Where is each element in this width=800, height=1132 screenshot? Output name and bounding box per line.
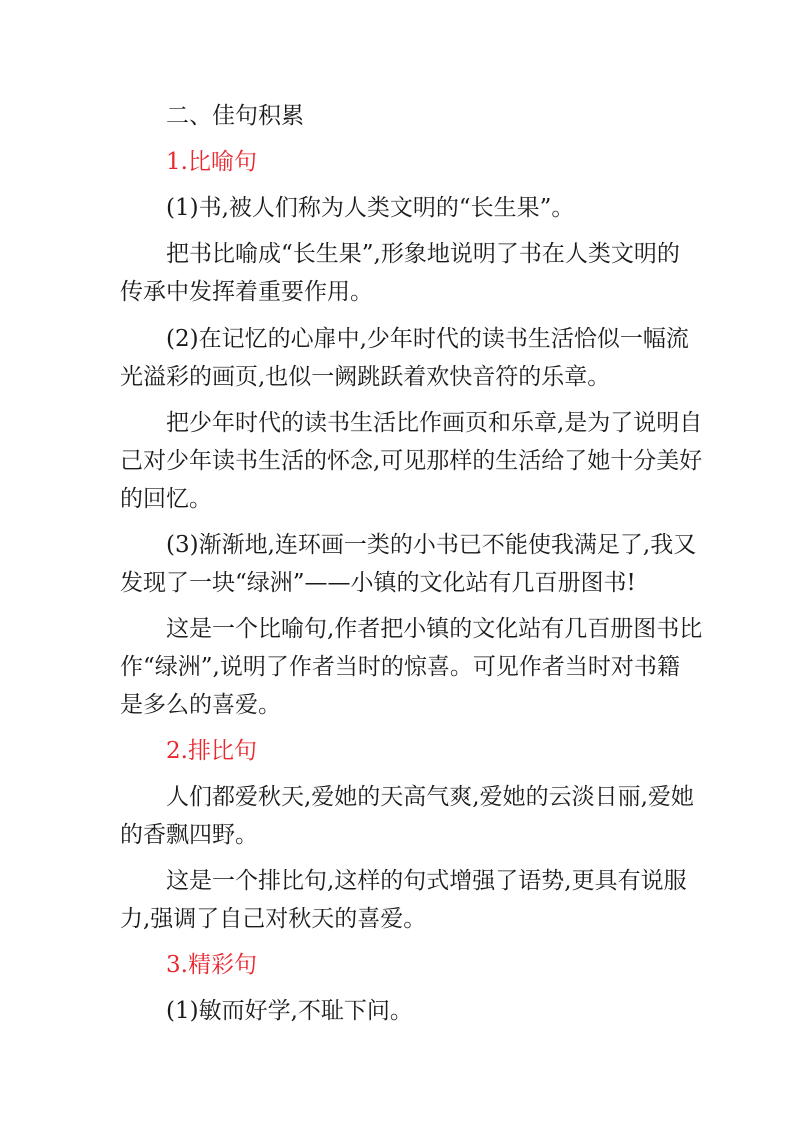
paragraph-line: 这是一个比喻句,作者把小镇的文化站有几百册图书比 (166, 616, 703, 642)
paragraph-line: 人们都爱秋天,爱她的天高气爽,爱她的云淡日丽,爱她 (166, 784, 694, 810)
paragraph-line: 是多么的喜爱。 (120, 692, 281, 718)
paragraph-line: 传承中发挥着重要作用。 (120, 279, 373, 305)
paragraph-line: 光溢彩的画页,也似一阙跳跃着欢快音符的乐章。 (120, 364, 611, 390)
paragraph-line: 力,强调了自己对秋天的喜爱。 (120, 906, 427, 932)
paragraph-line: (1)敏而好学,不耻下问。 (166, 998, 413, 1024)
paragraph-line: 把少年时代的读书生活比作画页和乐章,是为了说明自 (166, 410, 703, 436)
heading-wonderful: 3.精彩句 (166, 952, 257, 978)
paragraph-line: 的回忆。 (120, 486, 212, 512)
heading-metaphor: 1.比喻句 (166, 149, 257, 175)
paragraph-line: 的香飘四野。 (120, 822, 258, 848)
paragraph-line: 作“绿洲”,说明了作者当时的惊喜。可见作者当时对书籍 (120, 654, 680, 680)
paragraph-line: 发现了一块“绿洲”——小镇的文化站有几百册图书! (120, 570, 636, 596)
paragraph-line: 这是一个排比句,这样的句式增强了语势,更具有说服 (166, 868, 687, 894)
paragraph-line: (3)渐渐地,连环画一类的小书已不能使我满足了,我又 (166, 532, 697, 558)
paragraph-line: 己对少年读书生活的怀念,可见那样的生活给了她十分美好 (120, 448, 703, 474)
section-title: 二、佳句积累 (166, 103, 304, 129)
paragraph-line: (2)在记忆的心扉中,少年时代的读书生活恰似一幅流 (166, 326, 689, 352)
paragraph-line: (1)书,被人们称为人类文明的“长生果”。 (166, 195, 575, 221)
paragraph-line: 把书比喻成“长生果”,形象地说明了书在人类文明的 (166, 241, 680, 267)
heading-parallelism: 2.排比句 (166, 738, 257, 764)
